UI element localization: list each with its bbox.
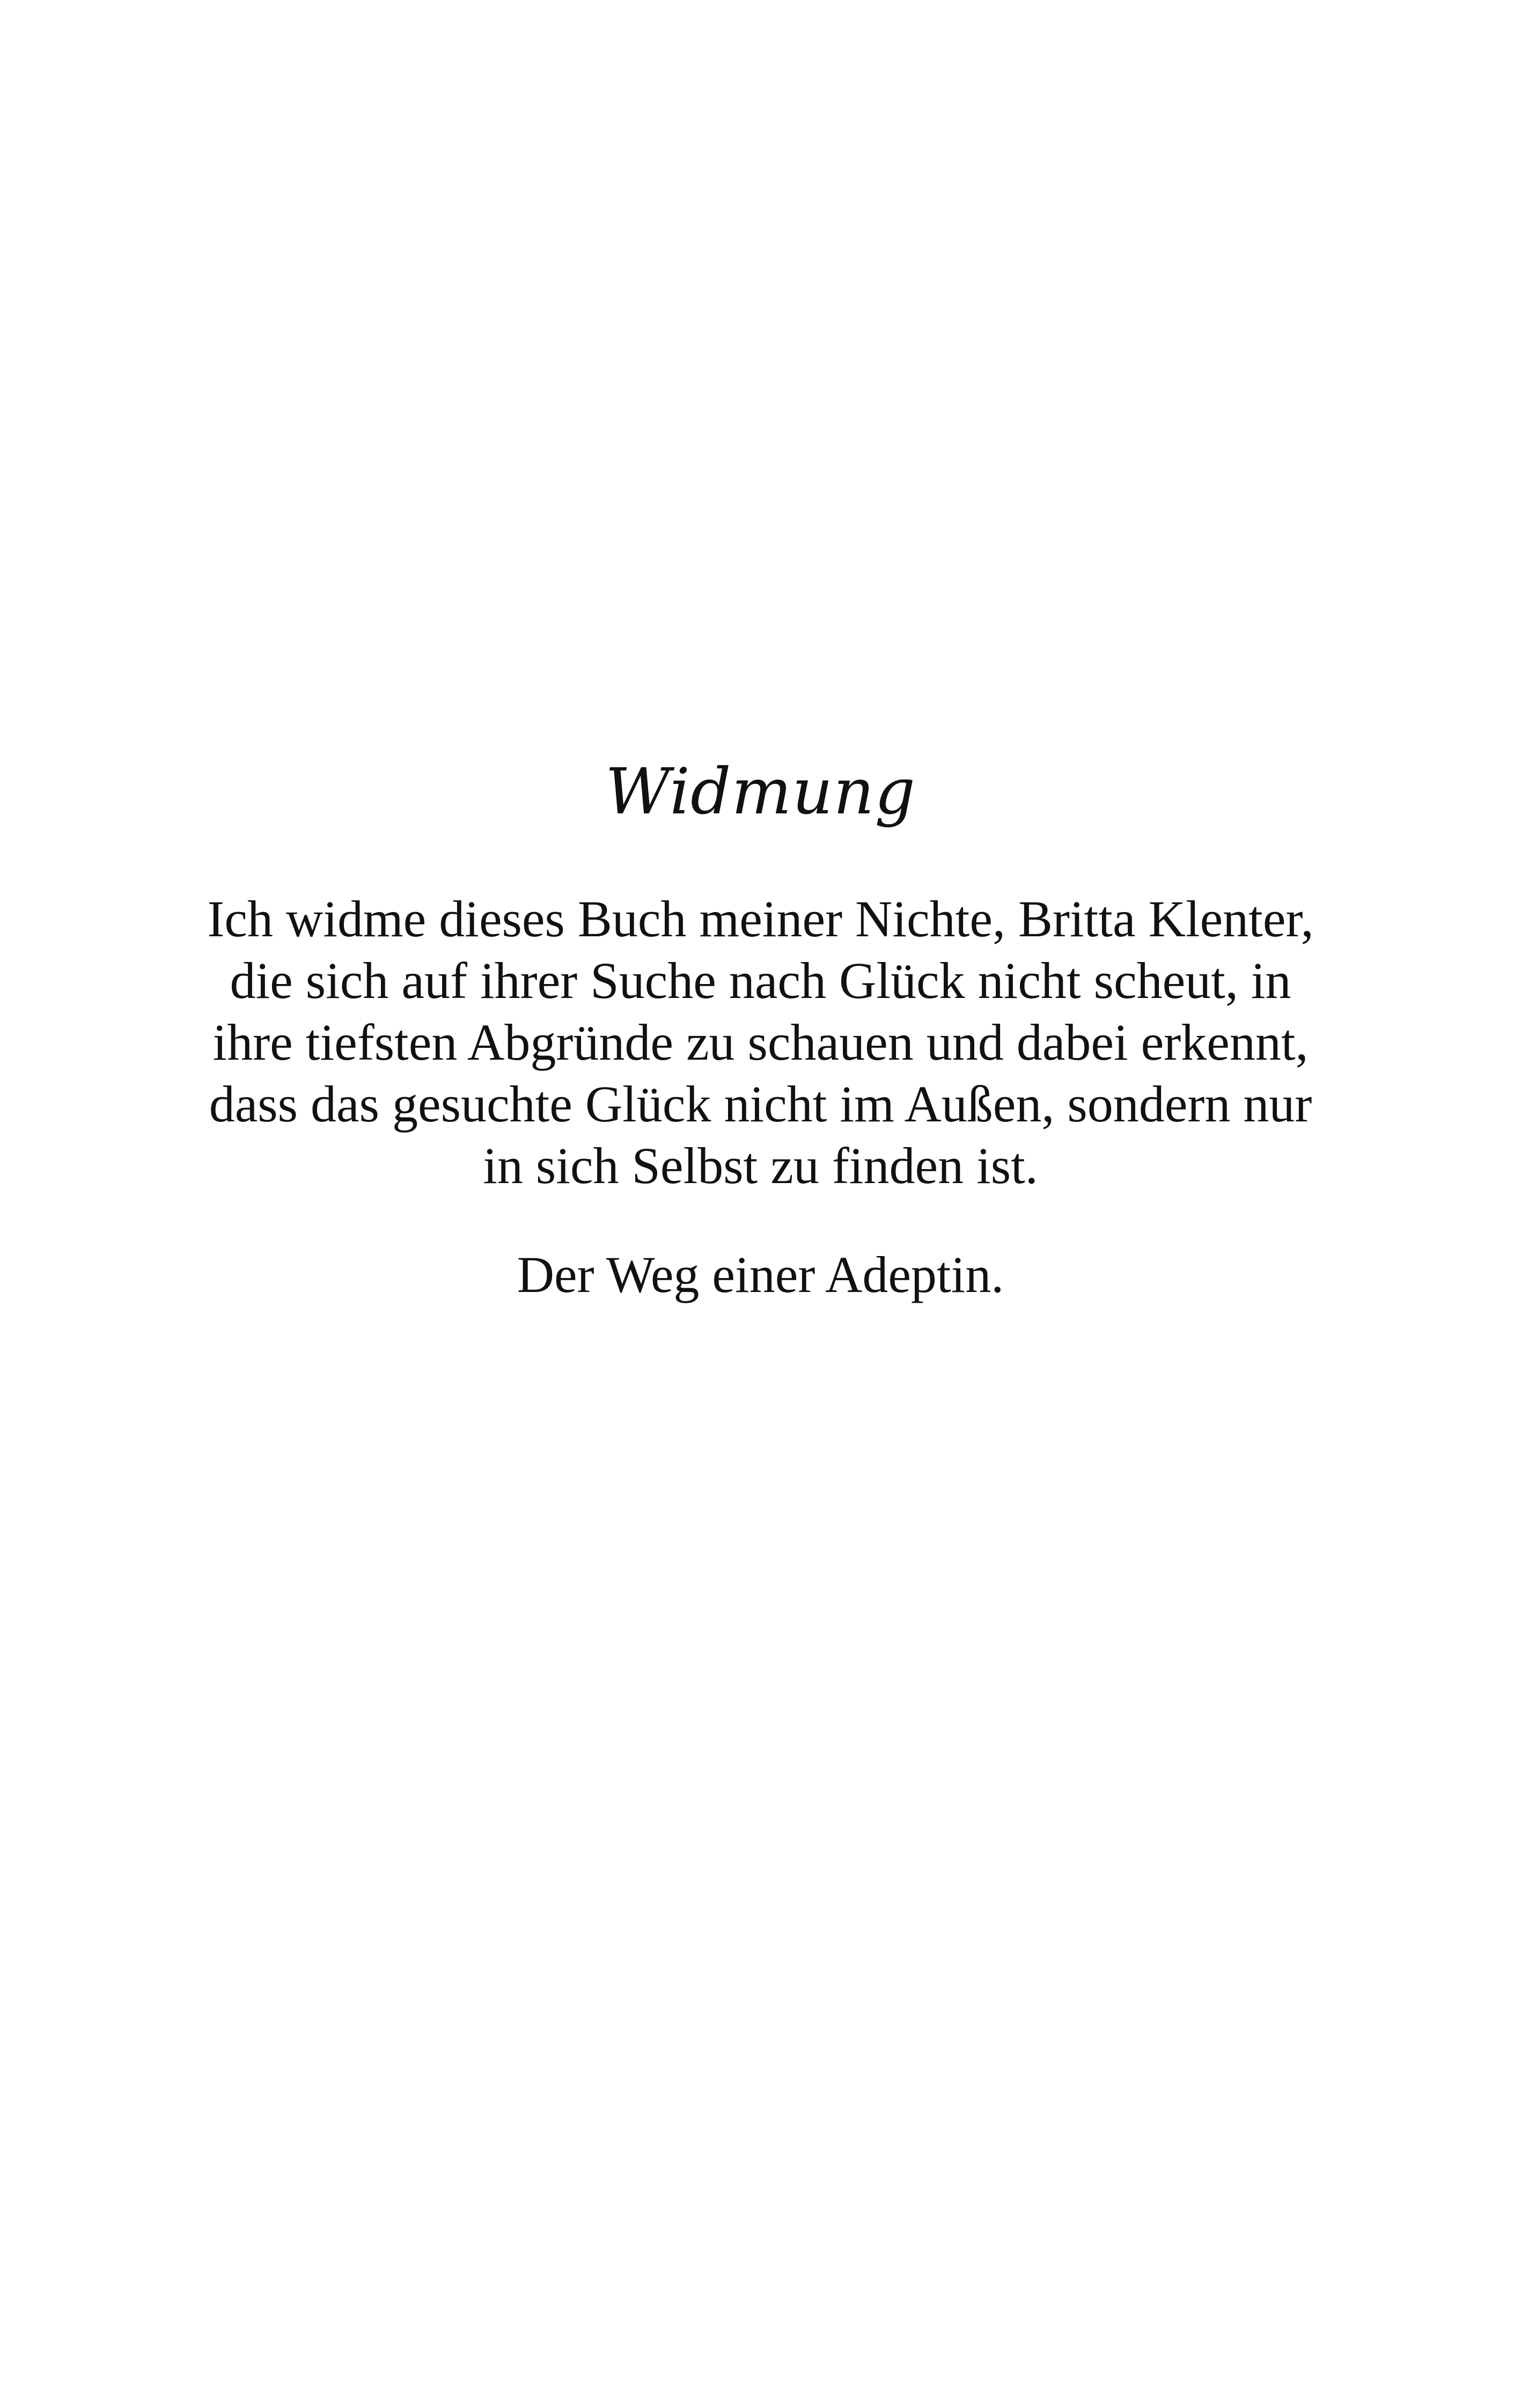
dedication-line: in sich Selbst zu finden ist. xyxy=(483,1137,1038,1194)
dedication-line: die sich auf ihrer Suche nach Glück nicht scheut, in xyxy=(230,952,1291,1009)
dedication-line: dass das gesuchte Glück nicht im Außen, sondern nur xyxy=(209,1075,1312,1133)
page-title: Widmung xyxy=(605,754,916,828)
dedication-line: ihre tiefsten Abgründe zu schauen und dabei erkennt, xyxy=(212,1014,1309,1071)
dedication-text xyxy=(0,888,1521,1196)
dedication-line: Ich widme dieses Buch meiner Nichte, Britta Klenter, xyxy=(207,890,1314,948)
closing-line: Der Weg einer Adeptin. xyxy=(517,1246,1004,1303)
